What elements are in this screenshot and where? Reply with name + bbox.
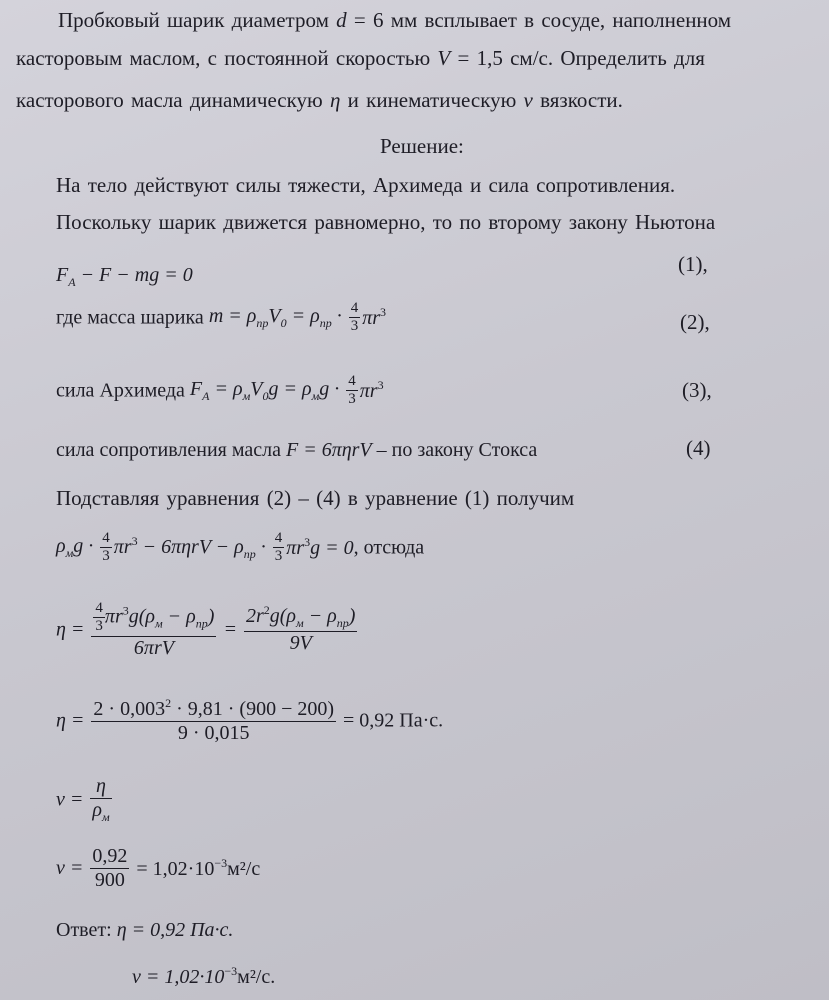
fraction-four-thirds: $\frac{4}{3}$	[350, 300, 359, 335]
solution-text-2: Поскольку шарик движется равномерно, то по второму закону Ньютона	[56, 210, 716, 234]
equation-3: сила Архимеда $F_A = \rho_мV_0g = \rho_мg$ · $\frac{4}{3}$ $\pi r^3$	[56, 373, 384, 408]
answer-line-2: $\nu = 1,02\cdot 10^{-3}м^2/с$.	[132, 964, 276, 988]
problem-line-3: касторового масла динамическую η и кинематическую ν вязкости.	[16, 88, 623, 112]
nu-calculation: ν = $\frac{0,92}{900}$ = $1,02\cdot 10^{-3}м^2/с$	[56, 845, 261, 891]
equation-1: $F_A - F$ − mg = 0	[56, 264, 193, 289]
equation-2-number: (2),	[680, 310, 710, 334]
substituted-equation: $\rho_мg$ · $\frac{4}{3}$ $\pi r^3 - 6\pi\eta rV - \rho_{пр}$ · $\frac{4}{3}$ $\pi r^3g = 0$, отсюда	[56, 530, 425, 565]
nu-formula: ν = $\frac{\eta}{\rho_м}$	[56, 775, 110, 824]
equation-2: где масса шарика $m = \rho_{пр}V_0 = \rho_{пр}$ · $\frac{4}{3}$ $\pi r^3$	[56, 300, 386, 335]
equation-4-number: (4)	[686, 436, 711, 460]
problem-line-1: Пробковый шарик диаметром d = 6 мм всплывает в сосуде, наполненном	[58, 8, 732, 32]
equation-3-number: (3),	[682, 378, 712, 402]
solution-heading: Решение:	[380, 134, 464, 158]
fraction-four-thirds: $\frac{4}{3}$	[348, 373, 356, 408]
eta-formula: η = $\frac{4}{3}$ $\pi r^3g(\rho_м - \rho_{пр})$ 6πrV = $\frac{2r^2g(\rho_м - \rho_{пр})}{9V}$	[56, 600, 356, 659]
equation-4: сила сопротивления масла F = 6πηrV – по закону Стокса	[56, 439, 538, 461]
eta-calculation: η = $\frac{2 \cdot 0,003^2 \cdot 9,81 \cdot (900 - 200)}{9 \cdot 0,015}$ = 0,92 Па·с.	[56, 696, 444, 744]
equation-1-number: (1),	[678, 252, 708, 276]
solution-text-3: Подставляя уравнения (2) – (4) в уравнение (1) получим	[56, 486, 575, 510]
solution-text-1: На тело действуют силы тяжести, Архимеда и сила сопротивления.	[56, 173, 676, 197]
problem-line-2: касторовым маслом, с постоянной скоростью V = 1,5 см/с. Определить для	[16, 46, 705, 70]
answer-line-1: Ответ: η = 0,92 Па·с.	[56, 919, 234, 941]
